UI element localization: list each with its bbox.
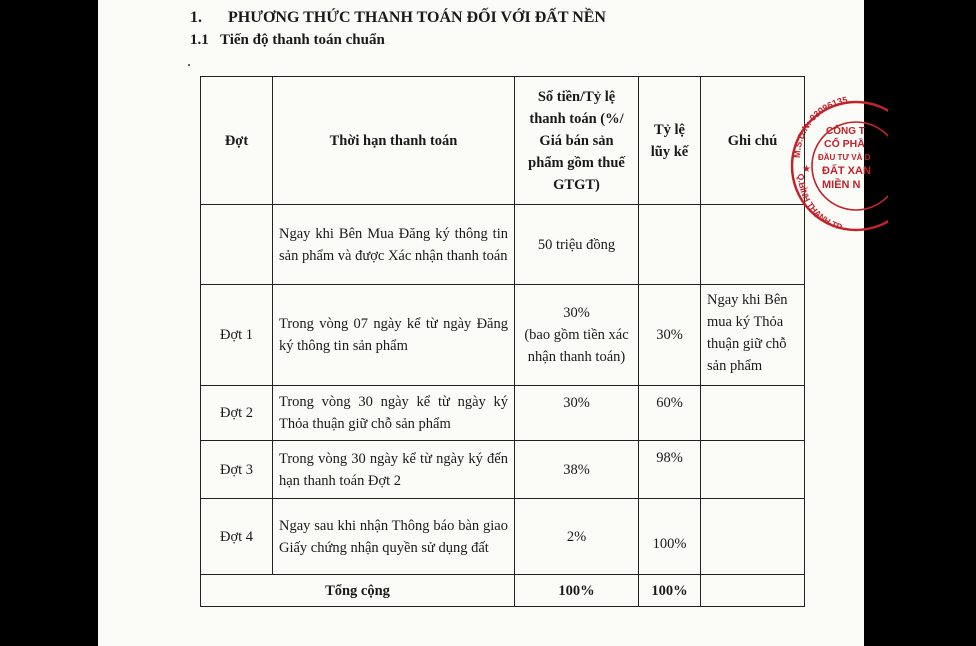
row-time: Trong vòng 30 ngày kể từ ngày ký Thỏa thuận giữ chỗ sản phẩm: [273, 386, 515, 441]
seal-line: CỔ PHẦ: [824, 138, 865, 150]
row-cumulative: 30%: [639, 285, 701, 386]
table-row: [201, 285, 805, 386]
subsection-title: Tiến độ thanh toán chuẩn: [220, 32, 385, 48]
total-row: [201, 575, 805, 607]
subsection-number: 1.1: [190, 32, 209, 48]
row-note: [701, 441, 805, 499]
row-dot: Đợt 1: [201, 285, 273, 386]
document-page: [98, 0, 871, 646]
header-dot: Đợt: [201, 77, 273, 205]
total-cumulative: 100%: [639, 575, 701, 607]
row-dot: Đợt 2: [201, 386, 273, 441]
header-cumulative: Tỷ lệ lũy kế: [639, 77, 701, 205]
row-dot: Đợt 4: [201, 499, 273, 575]
row-dot: Đợt 3: [201, 441, 273, 499]
row-note: Ngay khi Bên mua ký Thỏa thuận giữ chỗ sản phẩm: [701, 285, 805, 386]
row-amount: [515, 285, 639, 386]
table-row: [201, 499, 805, 575]
section-heading: [190, 9, 606, 27]
seal-line: ĐẦU TƯ VÀ D: [818, 153, 871, 162]
table-row: [201, 205, 805, 285]
row-cumulative: 60%: [639, 386, 701, 441]
company-seal: [778, 84, 888, 232]
scan-speck: [188, 64, 190, 66]
payment-schedule-table: [200, 76, 805, 607]
row-amount: 50 triệu đồng: [515, 205, 639, 285]
row-amount: 38%: [515, 441, 639, 499]
row-time: Trong vòng 30 ngày kể từ ngày ký đến hạn thanh toán Đợt 2: [273, 441, 515, 499]
row-amount: 2%: [515, 499, 639, 575]
header-time: Thời hạn thanh toán: [273, 77, 515, 205]
header-note: Ghi chú: [701, 77, 805, 205]
total-note: [701, 575, 805, 607]
table-row: [201, 386, 805, 441]
table-header-row: [201, 77, 805, 205]
row-cumulative: 98%: [639, 441, 701, 499]
seal-arc-top: M.S.D.N: 03096135: [791, 94, 849, 159]
table-row: [201, 441, 805, 499]
row-time: Trong vòng 07 ngày kể từ ngày Đăng ký thông tin sản phẩm: [273, 285, 515, 386]
seal-arc-bottom: Q.BÌNH THẠNH-TP: [795, 173, 844, 232]
amount-sub: (bao gồm tiền xác nhận thanh toán): [524, 327, 629, 365]
row-time: Ngay sau khi nhận Thông báo bàn giao Giấy chứng nhận quyền sử dụng đất: [273, 499, 515, 575]
row-amount: 30%: [515, 386, 639, 441]
seal-line: MIỀN N: [822, 179, 861, 191]
row-time: Ngay khi Bên Mua Đăng ký thông tin sản phẩm và được Xác nhận thanh toán: [273, 205, 515, 285]
total-label: Tổng cộng: [201, 575, 515, 607]
row-note: [701, 386, 805, 441]
section-title: PHƯƠNG THỨC THANH TOÁN ĐỐI VỚI ĐẤT NỀN: [228, 9, 606, 26]
row-dot: [201, 205, 273, 285]
section-number: 1.: [190, 9, 202, 26]
seal-line: ĐẤT XAN: [822, 165, 871, 177]
header-amount: Số tiền/Tỷ lệ thanh toán (%/ Giá bán sản phẩm gồm thuế GTGT): [515, 77, 639, 205]
total-amount: 100%: [515, 575, 639, 607]
subsection-heading: [190, 32, 385, 49]
row-cumulative: [639, 205, 701, 285]
row-cumulative: 100%: [639, 499, 701, 575]
seal-star-icon: ★: [802, 164, 811, 175]
amount-main: 30%: [563, 305, 590, 321]
row-note: [701, 499, 805, 575]
seal-line: CÔNG T: [826, 126, 865, 137]
